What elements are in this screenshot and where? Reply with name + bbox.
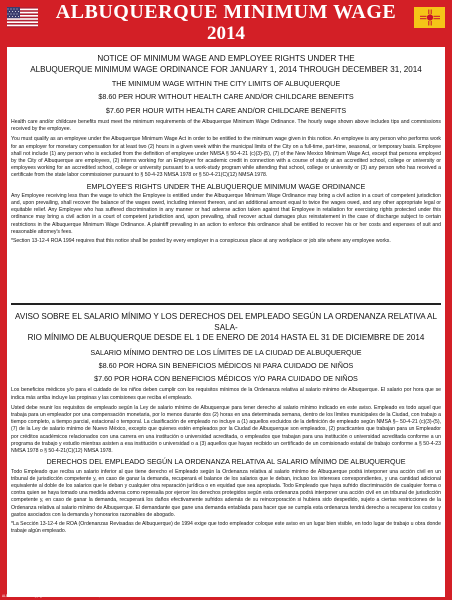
poster-year: 2014	[207, 23, 245, 44]
english-benefits-paragraph: Health care and/or childcare benefits must meet the minimum requirements of the Albuquerque Minimum Wage Ordinance. The hourly wage shown above includes tips and commissions received by the employee.	[11, 118, 441, 133]
spanish-heading-line2: RIO MÍNIMO DE ALBUQUERQUE DESDE EL 1 DE ENERO DE 2014 HASTA EL 31 DE DICIEMBRE DE 2014	[27, 333, 425, 342]
spanish-rights-paragraph: Todo Empleado que reciba un salario inferior al que tiene derecho el Empleado según la Ordenanza relativa al salario mínimo de Albuquerque podrá interponer una acción civil en un tribunal de jurisdicción competente y, en caso de ganar la demanda, recuperará el balance de los salarios que le deban, incluso los intereses correspondientes, y una cantidad adicional equivalente al doble de los salarios que le deban y cualquier otra reparación jurídica o en equidad que sea apropiada. Todo Empleado que haya sufrido discriminación de cualquier forma o contra quien se haya tomado una medida adversa como represalia por ejercer los derechos protegidos según esta ordenanza podrá interponer una acción civil en un tribunal de jurisdicción competente y, en caso de ganar la demanda, recuperará los daños efectivamente sufridos además de su reincorporación si hubiera sido despedido, sujeto a ciertas restricciones de la Ordenanza relativa al salario mínimo de Albuquerque. El demandante que gane una demanda entablada para hacer que se cumpla esta ordenanza tendrá derecho a recuperar los costos y gastos asociados con la demanda y honorarios razonables de abogado.	[11, 468, 441, 518]
spanish-wage-heading: SALARIO MÍNIMO DENTRO DE LOS LÍMITES DE LA CIUDAD DE ALBUQUERQUE	[90, 347, 362, 357]
spanish-employee-definition-paragraph: Usted debe reunir los requisitos de empleado según la Ley de salario mínimo de Albuquerque para tener derecho al salario mínimo indicado en este aviso. Empleado es todo aquel que trabaja para un empleador por una compensación monetaria, por lo menos durante dos (2) horas en una determinada semana, dentro de los límites municipales de la Ciudad, con trabajo a tiempo completo, a tiempo parcial, estacional o temporal. La clasificación de empleado no incluye a (1) aquellos excluidos de la definición de empleado según NMSA §– 50-4-21 (c)(3)-(5), (7) de la Ley de salario mínimo de Nuevo México, excepto que quienes estén empleados por la Ciudad de Albuquerque son empleados, (2) practicantes que trabajan para un Empleador por créditos académicos relacionados con una carrera en una institución o universidad acreditada, o empleados que trabajan para una institución o universidad acreditada conforme a un programa de trabajo y estudio mientras asisten a esa institución o universidad o a (3) aquellos que hayan recibido un certificado de un comisionado estatal de trabajo conforme a § 50-4-23 NMSA 1978 o § 50-4-21(C)(12) NMSA 1978.	[11, 404, 441, 455]
poster-title: ALBUQUERQUE MINIMUM WAGE	[55, 1, 397, 23]
spanish-wage-with-benefits: $7.60 POR HORA CON BENEFICIOS MÉDICOS Y/O PARA CUIDADO DE NIÑOS	[94, 374, 358, 384]
english-heading-line2: ALBUQUERQUE MINIMUM WAGE ORDINANCE FOR JANUARY 1, 2014 THROUGH DECEMBER 31, 2014	[30, 64, 422, 74]
copyright-footer: ALB-MWMAB-2014 Copyright © 2014 ELITE BUSINESS SERVICES, INC.	[2, 594, 108, 598]
english-wage-with-benefits: $7.60 PER HOUR WITH HEALTH CARE AND/OR CHILDCARE BENEFITS	[105, 105, 347, 115]
spanish-posting-requirement: *La Sección 13-12-4 de ROA (Ordenanzas Revisadas de Albuquerque) de 1994 exige que todo empleador coloque este aviso en un lugar bien visible, en todo lugar de trabajo u obra donde trabaje algún empleado.	[11, 520, 441, 535]
english-rights-paragraph: Any Employee receiving less than the wage to which the Employee is entitled under the Albuquerque Minimum Wage Ordinance may bring a civil action in a court of competent jurisdiction and, upon prevailing, shall recover the balance of the wages owed, including interest thereon, and an additional amount equal to twice the wages owed, and any other appropriate legal or equitable relief. Any Employee who has suffered discrimination in any manner or had adverse action taken against that Employee in retaliation for exercising rights protected under this ordinance may bring a civil action in a court of competent jurisdiction and, upon prevailing, shall recover actual damages plus reinstatement in the case of discharge subject to certain restrictions in the Albuquerque Minimum Wage Ordinance. A plaintiff prevailing in an action to enforce this ordinance shall be entitled to recover his or her costs and expenses of suit and reasonable attorney's fees.	[11, 192, 441, 235]
spanish-benefits-paragraph: Los beneficios médicos y/o para el cuidado de los niños deben cumplir con los requisitos mínimos de la Ordenanza relativa al salario mínimo de Albuquerque. El salario por hora que se indica más arriba incluye las propinas y las comisiones que reciba el empleado.	[11, 387, 441, 401]
english-heading-line1: NOTICE OF MINIMUM WAGE AND EMPLOYEE RIGHTS UNDER THE	[97, 54, 355, 63]
english-employee-definition-paragraph: You must qualify as an employee under the Albuquerque Minimum Wage Act in order to be entitled to the minimum wage given in this notice. An employee is any person who performs work for an employer for monetary compensation for at least two (2) hours in a given week within the municipal limits of the City on a full-time, part-time, seasonal, or temporary basis. Employee shall not include (1) any person who is excluded from the definition of employee under NMSA § 50-4-21 (c)(3)-(5), (7) of the New Mexico Minimum Wage Act, except that persons employed by the City of Albuquerque are employees, (2) interns working for an Employer for academic credit in connection with a course of study at an accredited school, college or university or employees working for an accredited school, college or university pursuant to a work-study program while attending that school, college or university or (3) any person who has received a certificate from the state labor commissioner pursuant to § 50-4-23 NMSA 1978 or § 50-4-21(C)(12) NMSA 1978.	[11, 136, 441, 179]
english-posting-requirement: *Section 13-12-4 ROA 1994 requires that this notice shall be posted by every employer in a conspicuous place at any workplace or job site where any employee works.	[11, 238, 391, 245]
english-wage-heading: THE MINIMUM WAGE WITHIN THE CITY LIMITS OF ALBUQUERQUE	[111, 79, 341, 88]
spanish-wage-without-benefits: $8.60 POR HORA SIN BENEFICIOS MÉDICOS NI PARA CUIDADO DE NIÑOS	[98, 360, 354, 370]
english-wage-without-benefits: $8.60 PER HOUR WITHOUT HEALTH CARE AND/OR CHILDCARE BENEFITS	[98, 92, 354, 102]
english-rights-heading: EMPLOYEE'S RIGHTS UNDER THE ALBUQUERQUE MINIMUM WAGE ORDINANCE	[86, 181, 366, 191]
spanish-rights-heading: DERECHOS DEL EMPLEADO SEGÚN LA ORDENANZA RELATIVA AL SALARIO MÍNIMO DE ALBUQUERQUE	[46, 457, 406, 467]
spanish-heading-line1: AVISO SOBRE EL SALARIO MÍNIMO Y LOS DERECHOS DEL EMPLEADO SEGÚN LA ORDENANZA RELATIVA AL SALA-	[15, 312, 437, 332]
